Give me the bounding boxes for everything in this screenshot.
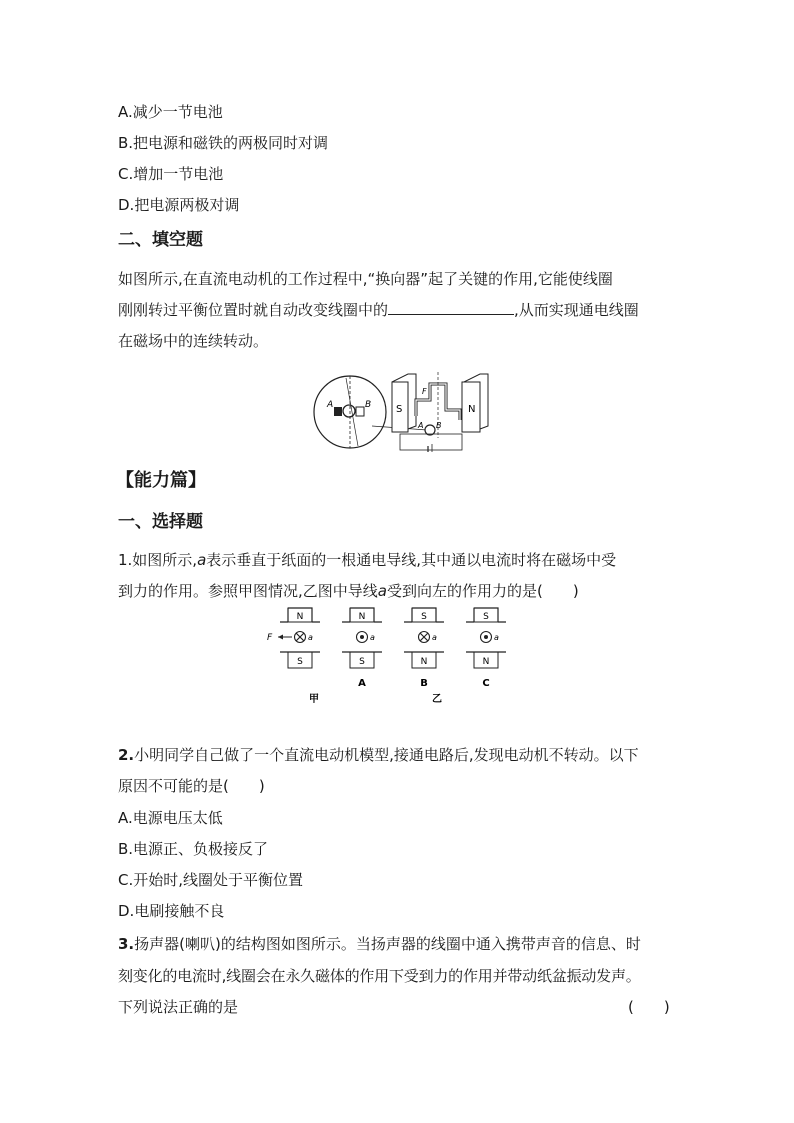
- option-c: C.增加一节电池: [118, 165, 224, 183]
- ability-heading: 【能力篇】: [116, 470, 206, 491]
- label-f-force: F: [422, 387, 427, 396]
- q3-line-1-text: 扬声器(喇叭)的结构图如图所示。当扬声器的线圈中通入携带声音的信息、时: [134, 935, 641, 953]
- motor-commutator-figure: [312, 370, 487, 452]
- magnet-bottom-pole-1: S: [359, 657, 365, 667]
- q2-line-1-text: 小明同学自己做了一个直流电动机模型,接通电路后,发现电动机不转动。以下: [134, 746, 639, 764]
- force-arrow-head: [278, 635, 283, 640]
- q3-number: 3.: [118, 935, 135, 953]
- q1-line-2-var: a: [377, 582, 387, 600]
- wire-label-1: a: [370, 633, 375, 642]
- fill-question-line-2-pre: 刚刚转过平衡位置时就自动改变线圈中的: [118, 301, 389, 319]
- caption-jia: 甲: [309, 694, 319, 705]
- magnet-top-pole-0: N: [296, 612, 304, 622]
- q3-line-3: 下列说法正确的是: [118, 998, 239, 1016]
- q2-option-b: B.电源正、负极接反了: [118, 840, 269, 858]
- panel-label-B: B: [420, 678, 428, 689]
- q3-line-1: [118, 934, 641, 954]
- option-b: B.把电源和磁铁的两极同时对调: [118, 134, 329, 152]
- q2-option-d: D.电刷接触不良: [118, 902, 225, 920]
- q2-option-a: A.电源电压太低: [118, 809, 223, 827]
- q2-number: 2.: [118, 746, 135, 764]
- section-heading-fill: 二、填空题: [118, 230, 203, 250]
- q1-line-2: [118, 581, 579, 601]
- label-b-circle: B: [365, 400, 372, 410]
- q2-line-1: [118, 745, 639, 765]
- wire-label-3: a: [494, 633, 499, 642]
- magnet-top-pole-1: N: [358, 612, 366, 622]
- label-a-commutator: A: [418, 421, 424, 430]
- panel-label-A: A: [358, 678, 366, 689]
- choice-heading: 一、选择题: [118, 512, 203, 532]
- force-label: F: [267, 633, 273, 643]
- wire-label-2: a: [432, 633, 437, 642]
- q3-answer-paren[interactable]: ( ): [628, 998, 670, 1016]
- label-b-commutator: B: [436, 421, 442, 430]
- caption-yi: 乙: [432, 694, 442, 705]
- option-a: A.减少一节电池: [118, 103, 223, 121]
- wire-label-0: a: [308, 633, 313, 642]
- magnet-panels-figure: [267, 606, 518, 708]
- q1-line-1-post: 表示垂直于纸面的一根通电导线,其中通以电流时将在磁场中受: [206, 551, 617, 569]
- label-n-magnet: N: [468, 404, 476, 415]
- q2-line-2: 原因不可能的是( ): [118, 777, 265, 795]
- q1-line-1: [118, 550, 616, 570]
- q1-var-a: a: [197, 551, 207, 569]
- fill-question-line-1: 如图所示,在直流电动机的工作过程中,“换向器”起了关键的作用,它能使线圈: [118, 270, 613, 288]
- magnet-bottom-pole-3: N: [482, 657, 490, 667]
- magnet-bottom-pole-2: N: [420, 657, 428, 667]
- fill-question-line-3: 在磁场中的连续转动。: [118, 332, 269, 350]
- wire-dot-center-1: [360, 635, 364, 639]
- panel-label-C: C: [482, 678, 490, 689]
- q1-line-2-post: 受到向左的作用力的是( ): [386, 582, 579, 600]
- q3-line-2: 刻变化的电流时,线圈会在永久磁体的作用下受到力的作用并带动纸盆振动发声。: [118, 967, 641, 985]
- fill-question-line-2-post: ,从而实现通电线圈: [514, 301, 639, 319]
- magnet-top-pole-2: S: [421, 612, 427, 622]
- label-s-magnet: S: [396, 404, 403, 415]
- q1-line-1-pre: 1.如图所示,: [118, 551, 198, 569]
- q1-line-2-pre: 到力的作用。参照甲图情况,乙图中导线: [118, 582, 378, 600]
- magnet-top-pole-3: S: [483, 612, 489, 622]
- answer-blank[interactable]: [388, 300, 514, 315]
- fill-question-line-2: [118, 300, 639, 320]
- wire-dot-center-3: [484, 635, 488, 639]
- label-a-circle: A: [327, 400, 334, 410]
- option-d: D.把电源两极对调: [118, 196, 240, 214]
- q2-option-c: C.开始时,线圈处于平衡位置: [118, 871, 304, 889]
- magnet-bottom-pole-0: S: [297, 657, 303, 667]
